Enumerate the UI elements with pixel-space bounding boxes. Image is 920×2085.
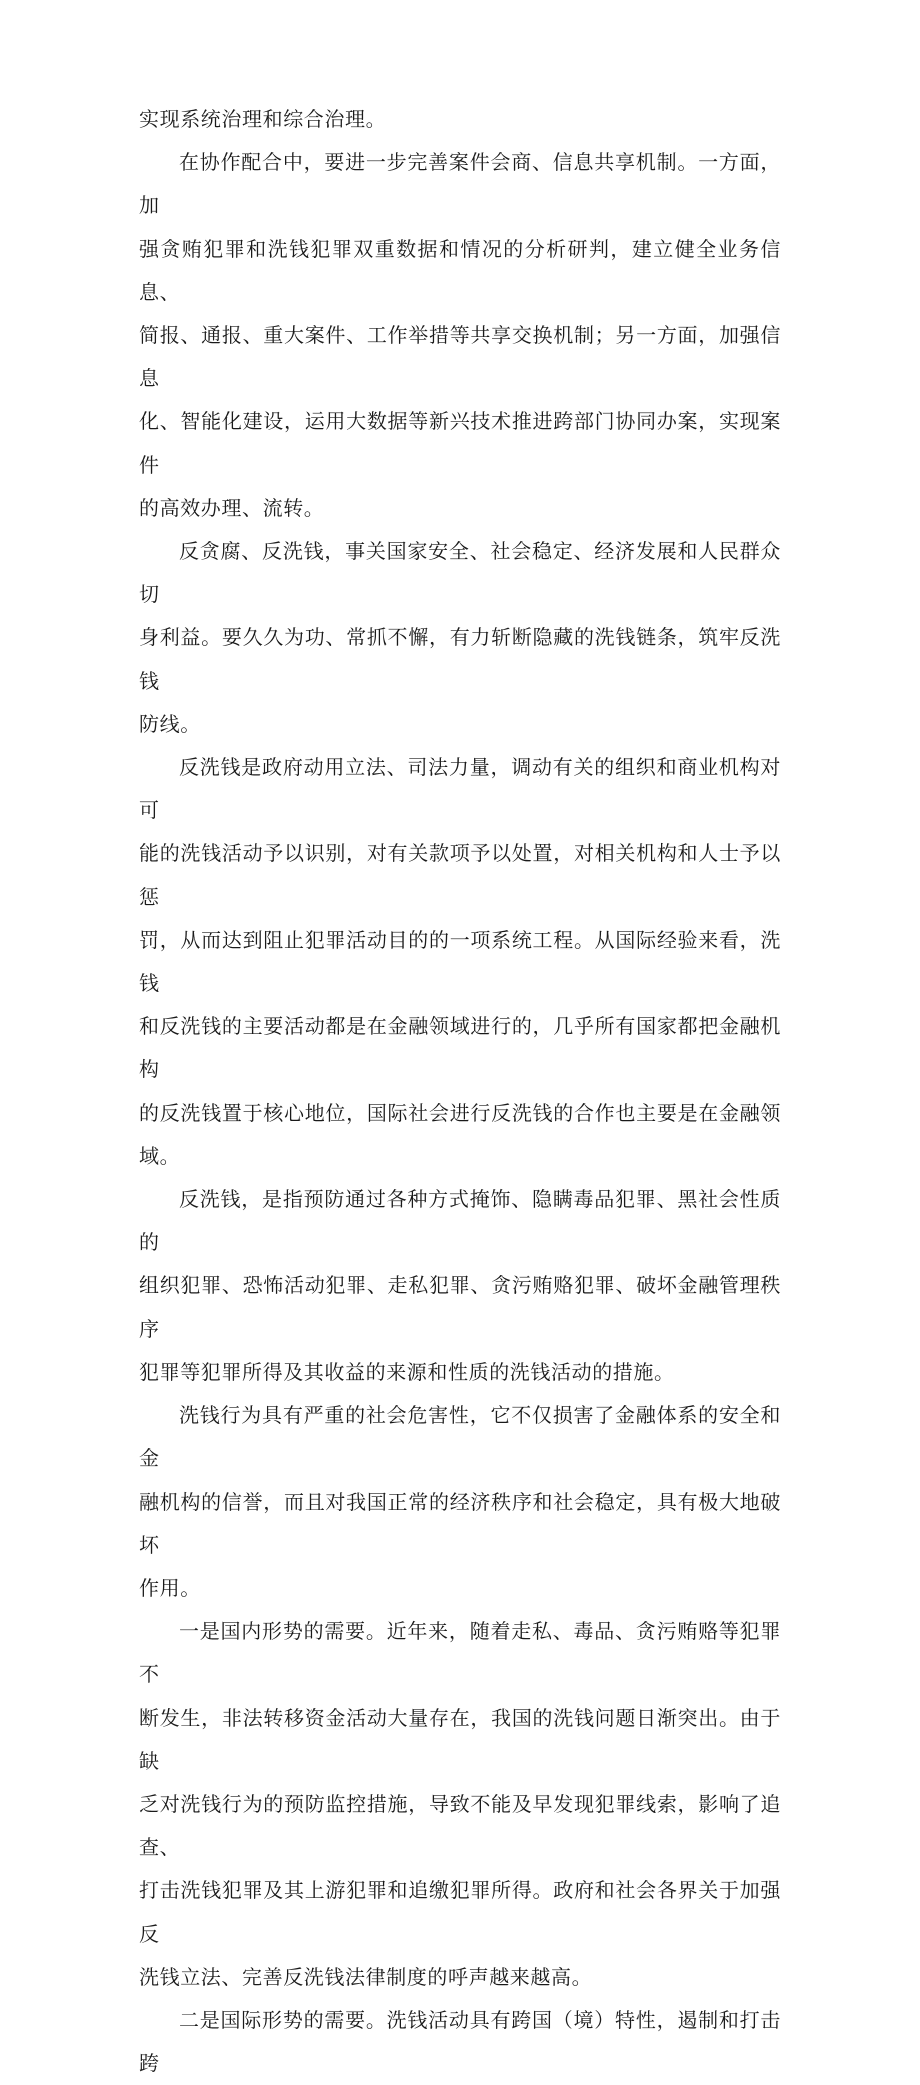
paragraph-money-laundering-harm: 洗钱行为具有严重的社会危害性，它不仅损害了金融体系的安全和金 融机构的信誉，而且对我国正常的经济秩序和社会稳定，具有极大地破坏 作用。 xyxy=(139,1403,781,1600)
paragraph-international-situation: 二是国际形势的需要。洗钱活动具有跨国（境）特性，遏制和打击跨 xyxy=(139,2007,781,2076)
paragraph-case-coordination: 在协作配合中，要进一步完善案件会商、信息共享机制。一方面，加 强贪贿犯罪和洗钱犯罪双重数据和情况的分析研判，建立健全业务信息、 简报、通报、重大案件、工作举措等共享交换机制；另一方面，加强信息 化、智能化建设，运用大数据等新兴技术推进跨部门协同办案，实现案件 的高效办理、流转。 xyxy=(139,150,781,520)
paragraph-domestic-situation: 一是国内形势的需要。近年来，随着走私、毒品、贪污贿赂等犯罪不 断发生，非法转移资金活动大量存在，我国的洗钱问题日渐突出。由于缺 乏对洗钱行为的预防监控措施，导致不能及早发现犯罪线索，影响了追查、 打击洗钱犯罪及其上游犯罪和追缴犯罪所得。政府和社会各界关于加强反 洗钱立法、完善反洗钱法律制度的呼声越来越高。 xyxy=(139,1619,781,1989)
paragraph-anti-corruption: 反贪腐、反洗钱，事关国家安全、社会稳定、经济发展和人民群众切 身利益。要久久为功、常抓不懈，有力斩断隐藏的洗钱链条，筑牢反洗钱 防线。 xyxy=(139,539,781,736)
document-body xyxy=(139,98,781,2085)
paragraph-aml-definition-prevention: 反洗钱，是指预防通过各种方式掩饰、隐瞒毒品犯罪、黑社会性质的 组织犯罪、恐怖活动犯罪、走私犯罪、贪污贿赂犯罪、破坏金融管理秩序 犯罪等犯罪所得及其收益的来源和性质的洗钱活动的措施。 xyxy=(139,1187,781,1384)
paragraph-continued: 实现系统治理和综合治理。 xyxy=(139,107,387,131)
paragraph-aml-definition-government: 反洗钱是政府动用立法、司法力量，调动有关的组织和商业机构对可 能的洗钱活动予以识别，对有关款项予以处置，对相关机构和人士予以惩 罚，从而达到阻止犯罪活动目的的一项系统工程。从国际经验来看，洗钱 和反洗钱的主要活动都是在金融领域进行的，几乎所有国家都把金融机构 的反洗钱置于核心地位，国际社会进行反洗钱的合作也主要是在金融领域。 xyxy=(139,755,781,1168)
